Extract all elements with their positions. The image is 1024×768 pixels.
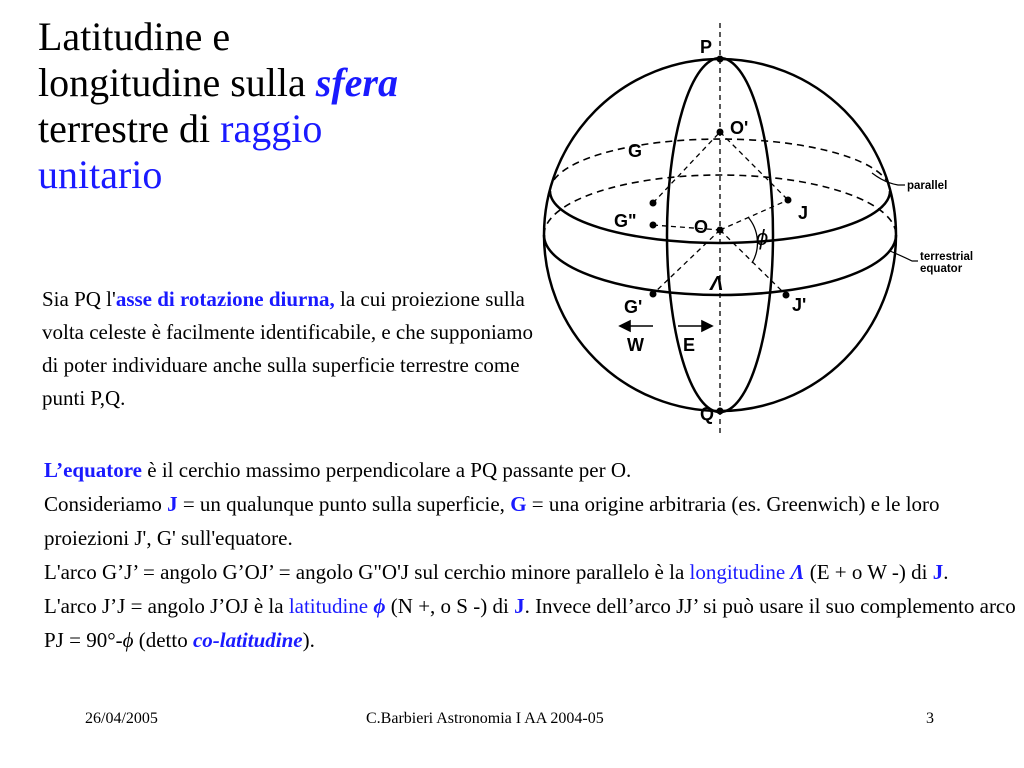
para-latitude-d: (N +, o S -) di: [385, 594, 515, 618]
label-P: P: [700, 37, 713, 57]
para-latitude-a: L'arco J’J = angolo J’OJ è la: [44, 594, 289, 618]
label-G: G: [628, 141, 643, 161]
para-latitude-f: . Invece dell’arco JJ’ si può usare il suo complemento arco PJ = 90°-: [44, 594, 1016, 652]
label-O: O: [694, 217, 709, 237]
slide-title: [38, 14, 518, 198]
para-equator-text: è il cerchio massimo perpendicolare a PQ passante per O.: [142, 458, 632, 482]
term-longitudine: longitudine: [689, 560, 786, 584]
label-parallel: parallel: [907, 180, 948, 192]
para-consider-e: = una origine arbitraria (es. Greenwich) e le loro proiezioni J', G' sull'equatore.: [44, 492, 940, 550]
intro-a: Sia PQ l': [42, 287, 116, 311]
term-G: G: [510, 492, 527, 516]
label-Q: Q: [700, 404, 715, 424]
title-line3: terrestre di: [38, 106, 221, 151]
para-latitude: [44, 589, 1019, 657]
para-longitude-f: .: [943, 560, 949, 584]
title-line2: longitudine sulla: [38, 60, 316, 105]
label-Oprime: O': [730, 118, 749, 138]
label-equator: equator: [920, 263, 963, 275]
label-J: J: [798, 203, 809, 223]
intro-axis-term: asse di rotazione diurna,: [115, 287, 335, 311]
arrow-east-icon: [702, 321, 712, 331]
title-unitario: unitario: [38, 152, 163, 197]
label-phi: ϕ: [756, 225, 769, 250]
para-equator: [44, 453, 1019, 487]
para-latitude-j: ).: [302, 628, 315, 652]
label-Gdouble: G": [614, 211, 637, 231]
footer-page-number: 3: [926, 710, 934, 727]
label-lambda: Λ: [710, 273, 724, 295]
term-J: J: [167, 492, 178, 516]
para-longitude-d: (E + o W -) di: [804, 560, 933, 584]
term-latitudine: latitudine: [288, 594, 369, 618]
label-Gprime: G': [624, 297, 643, 317]
para-latitude-h: (detto: [133, 628, 193, 652]
term-colatitudine: co-latitudine: [192, 628, 303, 652]
intro-paragraph: [42, 283, 537, 415]
parallel-back: [550, 139, 890, 191]
intro-c: la cui proiezione sulla volta celeste è facilmente identificabile, e che supponiamo di poter individuare anche sulla superficie terrestre come punti P,Q.: [42, 287, 533, 410]
symbol-phi: ϕ: [373, 594, 386, 618]
label-W: W: [627, 335, 644, 355]
label-E: E: [683, 335, 696, 355]
arrow-west-icon: [620, 321, 630, 331]
title-sfera: sfera: [315, 60, 398, 105]
footer-date: 26/04/2005: [85, 710, 158, 727]
para-consider-a: Consideriamo: [44, 492, 168, 516]
term-J-2: J: [932, 560, 944, 584]
para-consider: [44, 487, 1019, 555]
para-consider-c: = un qualunque punto sulla superficie,: [177, 492, 511, 516]
sphere-diagram: [520, 15, 1020, 440]
para-longitude-a: L'arco G’J’ = angolo G’OJ’ = angolo G"O'J sul cerchio minore parallelo è la: [44, 560, 690, 584]
label-terrestrial: terrestrial: [920, 251, 974, 263]
label-Jprime: J': [792, 295, 807, 315]
title-line1: Latitudine e: [38, 14, 231, 59]
symbol-phi-2: ϕ: [122, 628, 134, 652]
body-text: [44, 453, 1019, 657]
footer-course: C.Barbieri Astronomia I AA 2004-05: [366, 710, 604, 727]
para-longitude: [44, 555, 1019, 589]
symbol-lambda: Λ: [790, 560, 805, 584]
term-equatore: L’equatore: [44, 458, 143, 482]
title-raggio: raggio: [220, 106, 323, 151]
term-J-3: J: [514, 594, 525, 618]
